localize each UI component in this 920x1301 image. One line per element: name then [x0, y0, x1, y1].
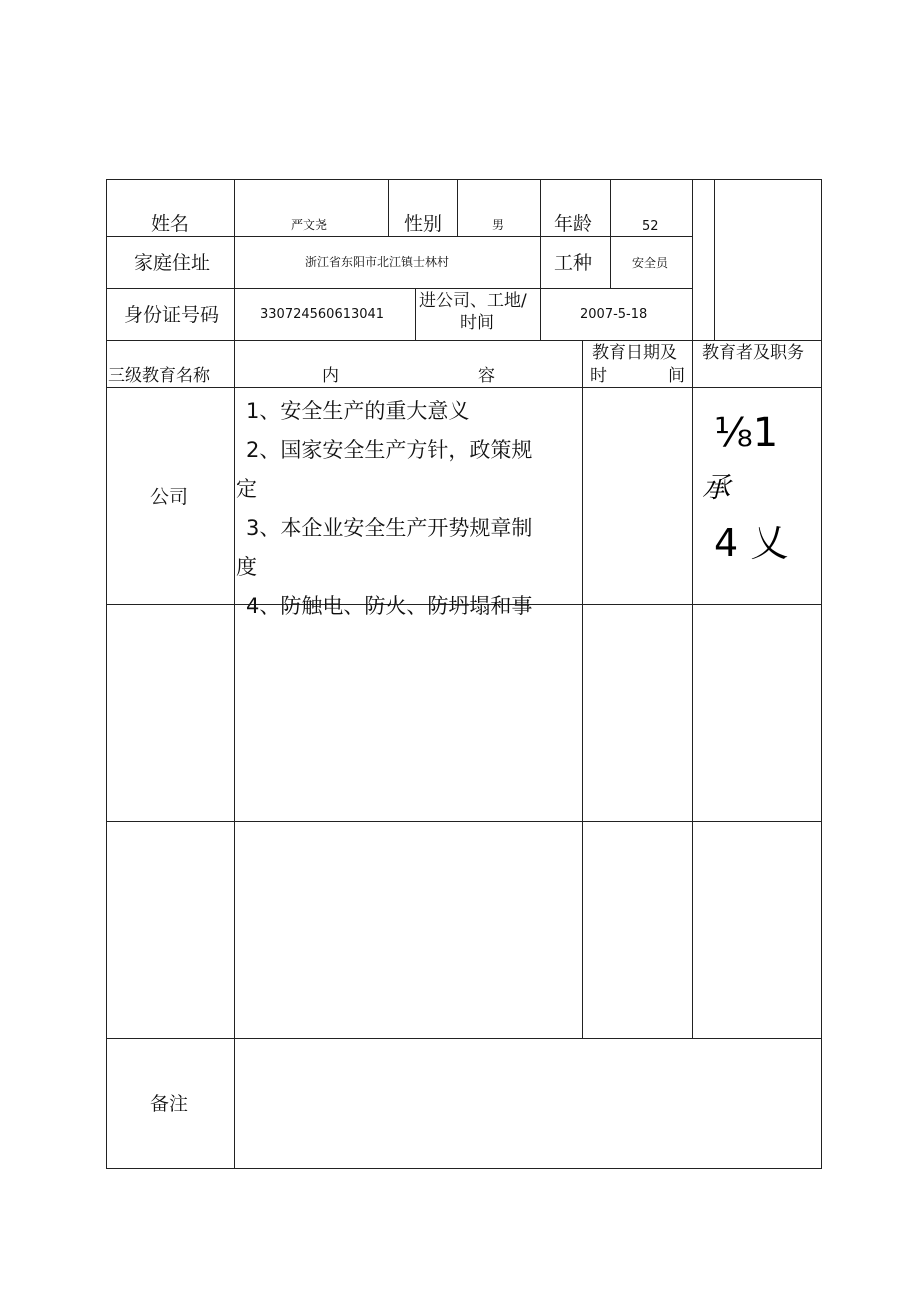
- row-line-6: [106, 821, 822, 822]
- col-line-photo: [714, 179, 715, 341]
- col-line-date: [582, 340, 583, 1039]
- job-type-label: 工种: [554, 252, 593, 274]
- age-value: 52: [642, 219, 659, 234]
- id-number-label: 身份证号码: [124, 304, 220, 326]
- signature-mark-1: ⅛1: [714, 410, 779, 456]
- entry-time-value: 2007-5-18: [580, 307, 648, 322]
- name-value: 严文尧: [291, 218, 328, 232]
- table-border-bottom: [106, 1168, 822, 1169]
- signature-mark-2: 承: [702, 471, 731, 504]
- content-line: 定: [236, 477, 257, 501]
- address-label: 家庭住址: [134, 252, 211, 274]
- entry-time-label-line1: 进公司、工地/: [419, 291, 527, 311]
- name-label: 姓名: [151, 213, 190, 235]
- content-line: 4、防触电、防火、防坍塌和事: [246, 594, 533, 618]
- col-line-age-label: [540, 179, 541, 341]
- content-line: 3、本企业安全生产开势规章制: [246, 516, 533, 540]
- col-line-age-value: [610, 179, 611, 289]
- company-level-label: 公司: [150, 486, 189, 508]
- row-line-2: [106, 288, 692, 289]
- col-line-header-end: [692, 179, 693, 1039]
- company-content: [236, 392, 576, 618]
- col-line-gender-label: [388, 179, 389, 237]
- content-header-right: 容: [478, 366, 495, 386]
- gender-value: 男: [492, 218, 505, 232]
- content-line: 度: [236, 555, 257, 579]
- content-line: 1、安全生产的重大意义: [246, 399, 470, 423]
- id-number-value: 330724560613041: [260, 307, 385, 322]
- remarks-label: 备注: [150, 1093, 189, 1115]
- content-line: 2、国家安全生产方针，政策规: [246, 438, 533, 462]
- col-line-label: [234, 179, 235, 1169]
- row-line-1: [106, 236, 692, 237]
- signature-mark-3: 4 乂: [714, 521, 789, 565]
- address-value: 浙江省东阳市北江镇士林村: [305, 255, 450, 269]
- content-header-left: 内: [322, 366, 339, 386]
- edu-name-header: 三级教育名称: [108, 366, 210, 386]
- edu-date-header-line2b: 间: [668, 366, 685, 386]
- col-line-id-end: [415, 288, 416, 341]
- gender-label: 性别: [404, 213, 443, 235]
- edu-date-header-line2a: 时: [590, 366, 607, 386]
- table-border-right: [821, 179, 822, 1169]
- table-border-left: [106, 179, 107, 1169]
- col-line-gender-value: [457, 179, 458, 237]
- edu-date-header-line1: 教育日期及: [592, 343, 677, 363]
- row-line-7: [106, 1038, 822, 1039]
- row-line-4: [106, 387, 822, 388]
- educator-header: 教育者及职务: [702, 343, 804, 363]
- entry-time-label-line2: 时间: [460, 313, 494, 333]
- age-label: 年龄: [554, 213, 593, 235]
- job-type-value: 安全员: [632, 256, 669, 270]
